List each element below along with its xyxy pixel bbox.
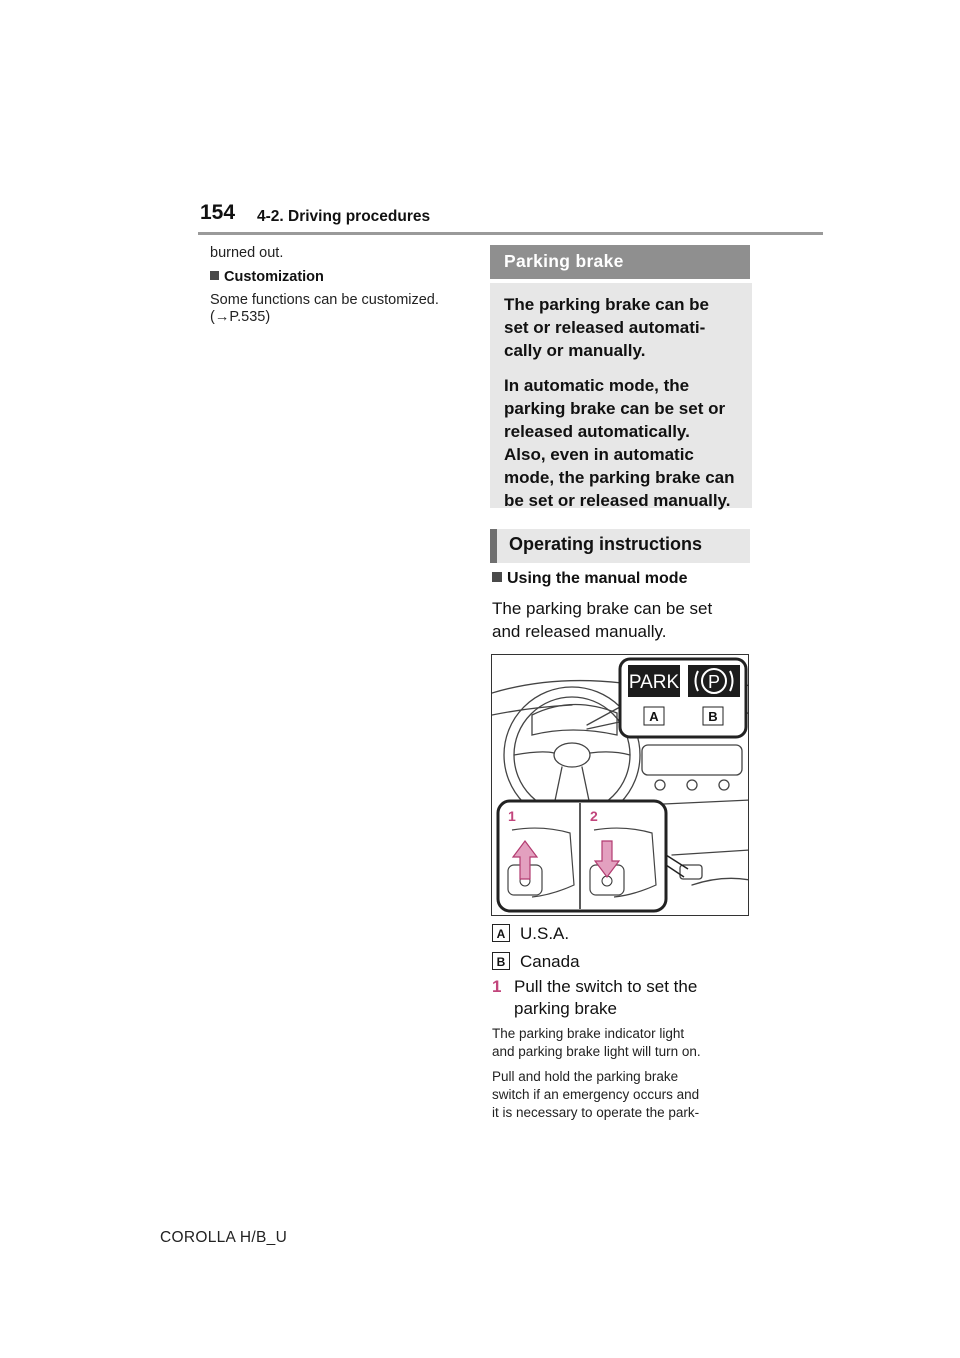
manual-mode-heading: Using the manual mode — [507, 570, 688, 587]
p-indicator-text: P — [707, 672, 721, 692]
step-1-number: 1 — [492, 977, 502, 996]
manual-mode-heading-row — [492, 570, 687, 588]
summary-1-line: The parking brake can be — [504, 295, 710, 314]
manual-mode-body-line: The parking brake can be set — [492, 599, 713, 618]
parking-brake-summary — [490, 283, 752, 508]
legend-a-text: U.S.A. — [520, 924, 570, 943]
step-1-text-line: Pull the switch to set the — [514, 977, 698, 996]
dashboard-illustration-svg — [492, 655, 749, 916]
summary-paragraph-2 — [504, 374, 742, 512]
operating-instructions-title: Operating instructions — [509, 534, 703, 554]
summary-2-line: mode, the parking brake can — [504, 468, 735, 487]
parking-brake-title: Parking brake — [504, 251, 624, 271]
step-2-label: 2 — [590, 808, 598, 824]
legend-b — [492, 952, 580, 972]
customization-heading-row — [210, 268, 324, 286]
note-2-line: Pull and hold the parking brake — [492, 1069, 679, 1084]
note-emergency — [492, 1068, 757, 1122]
summary-paragraph-1 — [504, 293, 742, 362]
customization-link[interactable]: (→P.535) — [210, 309, 271, 325]
page-number: 154 — [200, 201, 236, 224]
label-b: B — [708, 709, 718, 724]
summary-2-line: released automatically. — [504, 422, 690, 441]
note-2-line: it is necessary to operate the park- — [492, 1105, 700, 1120]
step-1 — [492, 976, 752, 1020]
legend-a-key: A — [492, 924, 510, 942]
summary-2-line: Also, even in automatic — [504, 445, 694, 464]
header-divider — [198, 232, 823, 235]
park-indicator-text: PARK — [628, 672, 680, 693]
summary-2-line: In automatic mode, the — [504, 376, 690, 395]
legend-b-key: B — [492, 952, 510, 970]
note-1-line: and parking brake light will turn on. — [492, 1044, 701, 1059]
legend-a — [492, 924, 569, 944]
manual-mode-body — [492, 597, 752, 643]
section-title: 4-2. Driving procedures — [257, 208, 431, 225]
note-1-line: The parking brake indicator light — [492, 1026, 685, 1041]
label-a: A — [649, 709, 659, 724]
step-1-text-line: parking brake — [514, 999, 618, 1018]
step-1-label: 1 — [508, 808, 516, 824]
summary-2-line: parking brake can be set or — [504, 399, 726, 418]
manual-mode-body-line: and released manually. — [492, 622, 667, 641]
customization-heading: Customization — [224, 269, 324, 285]
summary-1-line: cally or manually. — [504, 341, 646, 360]
model-footer: COROLLA H/B_U — [160, 1229, 288, 1246]
parking-brake-title-bar — [490, 245, 750, 279]
customization-body-line-1: Some functions can be customized. — [210, 292, 439, 308]
continued-text: burned out. — [210, 245, 284, 261]
step-1-text — [514, 976, 744, 1020]
note-indicator-light — [492, 1025, 757, 1061]
parking-brake-illustration — [491, 654, 749, 916]
operating-instructions-title-bar — [490, 529, 750, 563]
square-bullet-icon — [210, 271, 219, 280]
legend-b-text: Canada — [520, 952, 580, 971]
summary-2-line: be set or released manually. — [504, 491, 731, 510]
square-bullet-icon — [492, 572, 502, 582]
summary-1-line: set or released automati- — [504, 318, 706, 337]
note-2-line: switch if an emergency occurs and — [492, 1087, 700, 1102]
